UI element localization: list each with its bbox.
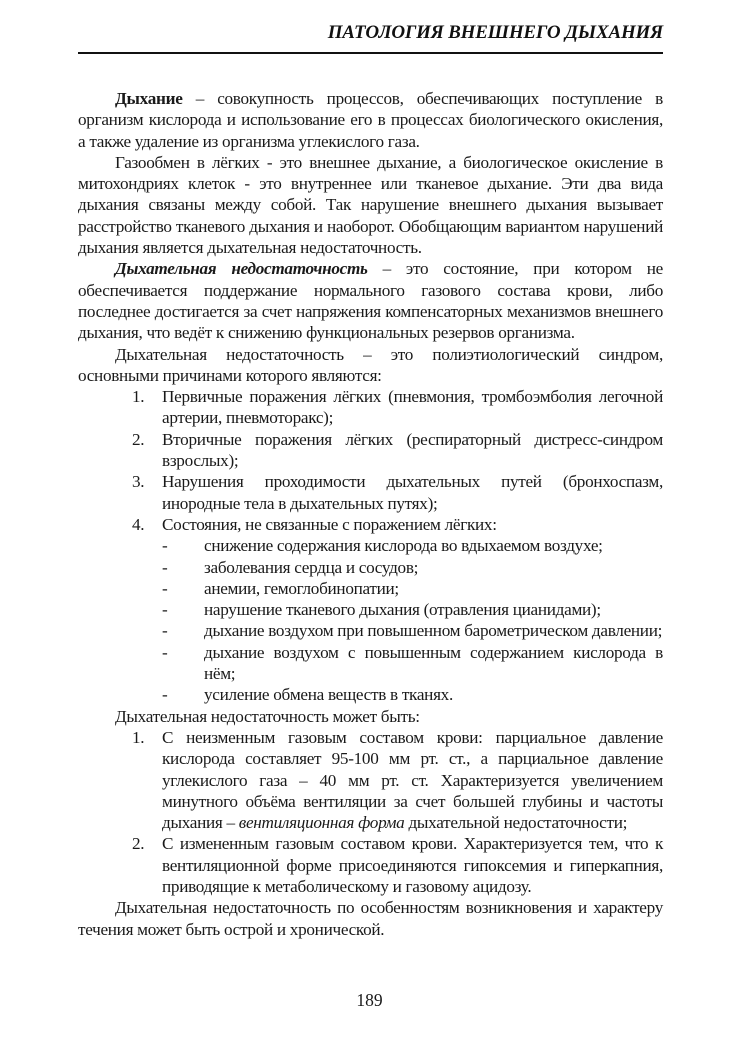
list-item-text: дыхание воздухом с повышенным содержанием кислорода в нём; [204,642,663,684]
list-dash: - [162,600,168,620]
list-item-text: анемии, гемоглобинопатии; [204,578,399,598]
paragraph-causes-intro: Дыхательная недостаточность – это полиэтиологический синдром, основными причинами которого являются: [78,344,663,385]
list-dash: - [162,642,168,662]
list-item-text [162,727,663,833]
subcauses-list [78,535,663,705]
list-item [132,727,663,833]
list-number: 2. [132,429,145,449]
list-item [162,620,663,641]
paragraph-gas-exchange: Газообмен в лёгких - это внешнее дыхание, а биологическое окисление в митохондриях клеток - это внутреннее или тканевое дыхание. Эти два вида дыхания связаны между собой. Так нарушение внешнего дыхания вызывает расстройство тканевого дыхания и наоборот. Обобщающим вариантом нарушений дыхания является дыхательная недостаточность. [78,152,663,258]
list-item-text: Вторичные поражения лёгких (респираторный дистресс-синдром взрослых); [162,429,663,471]
list-item-text: усиление обмена веществ в тканях. [204,685,453,705]
list-item-text-part: дыхательной недостаточности; [404,813,628,833]
list-dash: - [162,621,168,641]
header-rule [78,52,663,54]
term-respiration: Дыхание [115,89,183,108]
paragraph-types-intro: Дыхательная недостаточность может быть: [115,706,420,726]
list-dash: - [162,578,168,598]
list-item [162,535,663,556]
list-dash: - [162,557,168,577]
page-body [78,88,663,940]
list-number: 4. [132,514,145,534]
list-number: 1. [132,387,145,407]
list-number: 2. [132,834,145,854]
list-item-text: дыхание воздухом при повышенном барометрическом давлении; [204,621,663,641]
paragraph-course: Дыхательная недостаточность по особенностям возникновения и характеру течения может быть острой и хронической. [78,898,663,939]
paragraph-text: – совокупность процессов, обеспечивающих поступление в организм кислорода и использование его в процессах биологического окисления, а также удаление из организма углекислого газа. [78,89,663,151]
list-dash: - [162,536,168,556]
list-item-text-part: С неизменным газовым составом крови: парциальное давление кислорода составляет 95-100 мм рт. ст., а парциальное давление углекислого газа – 40 мм рт. ст. Характеризуется увеличением минутного объёма вентиляции за счет большей глубины и частоты дыхания – [162,727,663,833]
list-item [162,599,663,620]
list-item [162,578,663,599]
list-item-text: Нарушения проходимости дыхательных путей (бронхоспазм, инородные тела в дыхательных путях); [162,472,663,513]
paragraph-text: – это состояние, при котором не обеспечивается поддержание нормального газового состава крови, либо последнее достигается за счет напряжения компенсаторных механизмов внешнего дыхания, что ведёт к снижению функциональных резервов организма. [78,259,663,343]
list-item [132,514,663,535]
types-list [78,727,663,897]
list-item [162,684,663,705]
causes-list [78,386,663,535]
list-item [132,429,663,472]
list-item [162,642,663,685]
paragraph-insufficiency-definition [78,258,663,343]
running-header: ПАТОЛОГИЯ ВНЕШНЕГО ДЫХАНИЯ [327,22,663,43]
paragraph-respiration-definition [78,88,663,152]
list-item-text: С измененным газовым составом крови. Характеризуется тем, что к вентиляционной форме присоединяются гипоксемия и гиперкапния, приводящие к метаболическому и газовому ацидозу. [162,834,663,896]
list-item-text: заболевания сердца и сосудов; [204,557,419,577]
list-item-text: Состояния, не связанные с поражением лёгких: [162,514,497,534]
list-number: 3. [132,472,145,492]
list-item [132,386,663,429]
list-item [162,557,663,578]
list-dash: - [162,685,168,705]
list-item [132,471,663,514]
list-item-text: Первичные поражения лёгких (пневмония, тромбоэмболия легочной артерии, пневмоторакс); [162,387,663,428]
page-number: 189 [356,990,383,1010]
list-item [132,833,663,897]
term-respiratory-insufficiency: Дыхательная недостаточность [115,259,368,279]
list-item-text: снижение содержания кислорода во вдыхаемом воздухе; [204,536,603,556]
list-item-text: нарушение тканевого дыхания (отравления цианидами); [204,600,601,620]
list-number: 1. [132,727,145,747]
term-ventilation-form: вентиляционная форма [238,813,405,833]
